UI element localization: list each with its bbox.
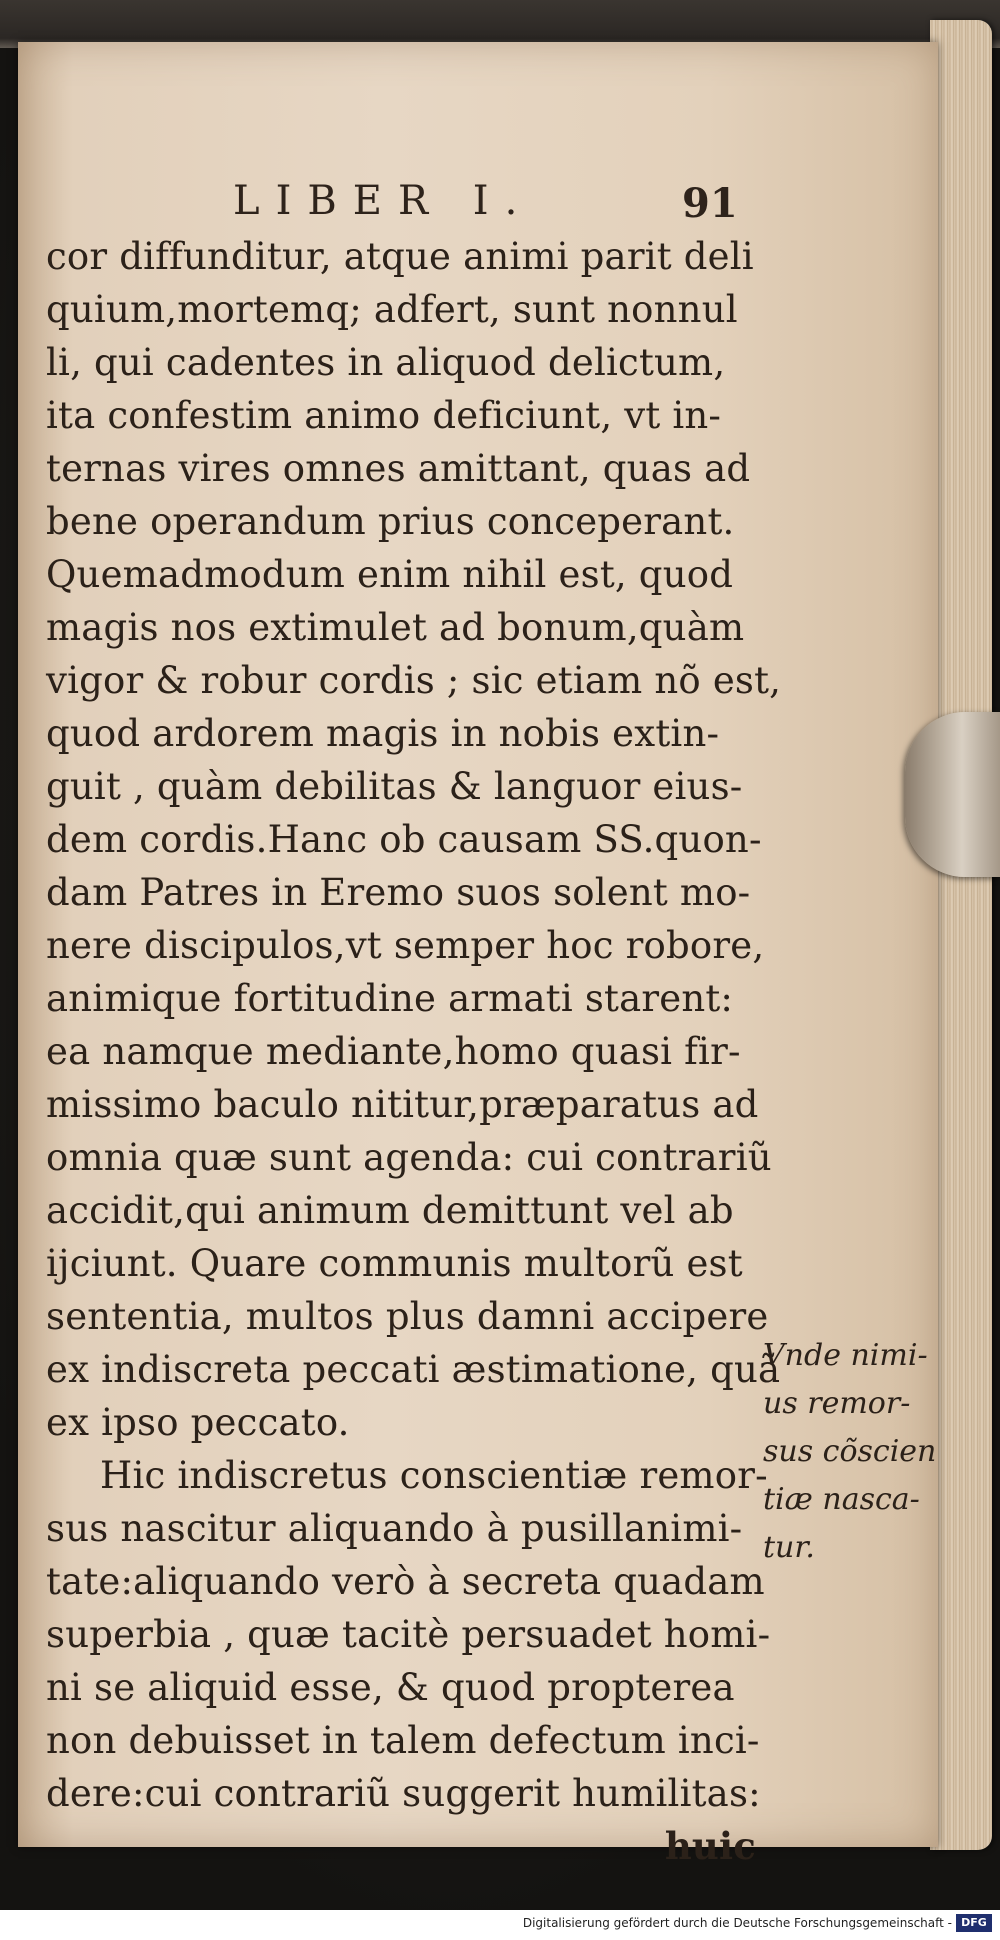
paragraph-line: tate:aliquando verò à secreta quadam xyxy=(46,1560,765,1603)
page-number: 91 xyxy=(682,180,738,227)
text-line: omnia quæ sunt agenda: cui contrariũ xyxy=(46,1136,772,1179)
text-line: li, qui cadentes in aliquod delictum, xyxy=(46,341,726,384)
paragraph-line: dere:cui contrariũ suggerit humilitas: xyxy=(46,1772,761,1815)
paragraph-line: sus nascitur aliquando à pusillanimi- xyxy=(46,1507,743,1550)
main-text-block xyxy=(46,230,782,1873)
text-line: quod ardorem magis in nobis extin- xyxy=(46,712,720,755)
text-line: accidit,qui animum demittunt vel ab xyxy=(46,1189,734,1232)
text-line: bene operandum prius conceperant. xyxy=(46,500,735,543)
text-line: ijciunt. Quare communis multorũ est xyxy=(46,1242,743,1285)
paragraph-line: ni se aliquid esse, & quod propterea xyxy=(46,1666,735,1709)
text-line: ternas vires omnes amittant, quas ad xyxy=(46,447,751,490)
text-line: sententia, multos plus damni accipere xyxy=(46,1295,769,1338)
text-line: dem cordis.Hanc ob causam SS.quon- xyxy=(46,818,762,861)
catchword: huic xyxy=(664,1824,756,1868)
dfg-logo: DFG xyxy=(956,1914,992,1932)
text-line: ex indiscreta peccati æstimatione, quã xyxy=(46,1348,781,1391)
text-line: ea namque mediante,homo quasi fir- xyxy=(46,1030,741,1073)
marginal-note xyxy=(763,1332,937,1572)
text-line: ita confestim animo deficiunt, vt in- xyxy=(46,394,722,437)
text-line: quium,mortemq; adfert, sunt nonnul xyxy=(46,288,738,331)
margin-note-line: sus cõscien xyxy=(763,1434,937,1469)
text-line: Quemadmodum enim nihil est, quod xyxy=(46,553,734,596)
text-line: dam Patres in Eremo suos solent mo- xyxy=(46,871,751,914)
text-line: ex ipso peccato. xyxy=(46,1401,350,1444)
book-clasp xyxy=(905,712,1000,877)
paragraph-line: superbia , quæ tacitè persuadet homi- xyxy=(46,1613,771,1656)
page-edges xyxy=(930,20,992,1850)
margin-note-line: tur. xyxy=(763,1530,815,1565)
text-line: cor diffunditur, atque animi parit deli xyxy=(46,235,754,278)
book-cover-edge xyxy=(0,0,1000,48)
paragraph-line: non debuisset in talem defectum inci- xyxy=(46,1719,760,1762)
text-line: animique fortitudine armati starent: xyxy=(46,977,734,1020)
paragraph-line: Hic indiscretus conscientiæ remor- xyxy=(100,1454,768,1497)
book-page xyxy=(18,42,938,1868)
text-line: vigor & robur cordis ; sic etiam nõ est, xyxy=(46,659,782,702)
margin-note-line: us remor- xyxy=(763,1386,911,1421)
margin-note-line: tiæ nasca- xyxy=(763,1482,920,1517)
running-head: LIBER I. xyxy=(233,178,534,224)
text-line: nere discipulos,vt semper hoc robore, xyxy=(46,924,765,967)
text-line: magis nos extimulet ad bonum,quàm xyxy=(46,606,745,649)
text-line: guit , quàm debilitas & languor eius- xyxy=(46,765,743,808)
footer-bar xyxy=(0,1910,1000,1940)
text-line: missimo baculo nititur,præparatus ad xyxy=(46,1083,759,1126)
margin-note-line: Vnde nimi- xyxy=(763,1338,928,1373)
funding-credit: Digitalisierung gefördert durch die Deutsche Forschungsgemeinschaft - xyxy=(522,1916,952,1930)
